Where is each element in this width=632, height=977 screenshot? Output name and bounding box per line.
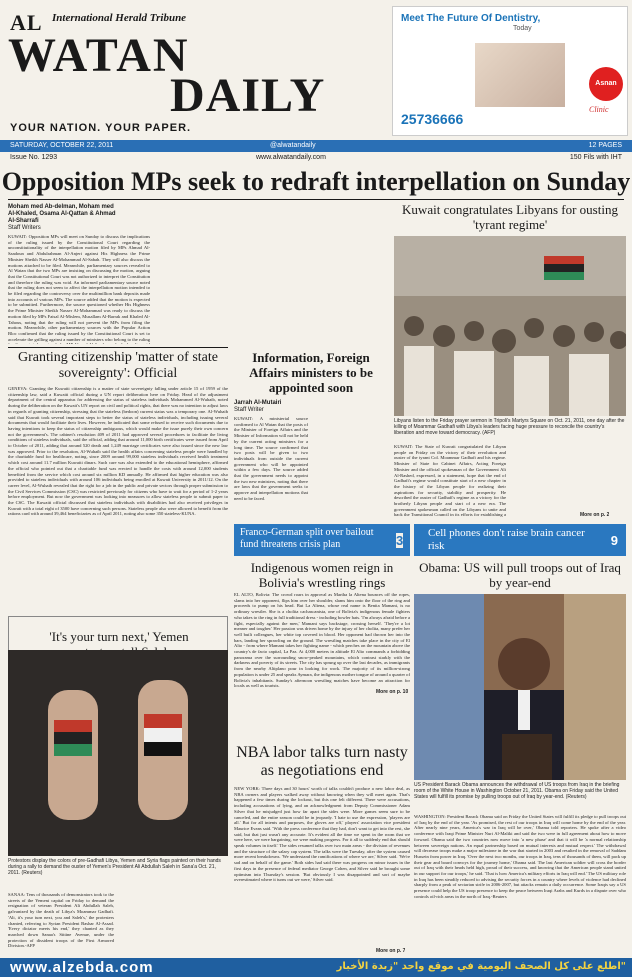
lead-body-col-2	[156, 204, 272, 344]
masthead-iht: International Herald Tribune	[52, 12, 187, 24]
libya-body-col-2	[512, 444, 626, 510]
website-link[interactable]: www.alwatandaily.com	[256, 154, 326, 161]
cell-teaser[interactable]	[414, 524, 626, 556]
footer-banner[interactable]	[0, 958, 632, 977]
issue-number: Issue No. 1293	[10, 154, 58, 161]
lead-body-col-1: KUWAIT: Opposition MPs will meet on Sunday to discuss the implications of the ruling issued by the Constitutional Court regarding the unconstitutionality of the interpellation motion filed by MPs Ahmad Al-Saadoun and Abdulrahman Al-Anjeri against His Highness the Prime Minister Sheikh Nasser Al-Mohammad Al-Sabah. They will also discuss the motions attached to be filed. Meanwhile, parliamentary sources revealed to Al Watan that the two MPs are insisting on discussing the motion, arguing that the Constitutional Court was not authorized to interpret the Constitution and therefore the ruling was void. An informed parliamentary source noted that the ruling does not seem to affect the interpellation motion intended to be filed regarding the controversy over the multimillion bank deposits made into accounts of various MPs. The source added that the motion is expected to be submitted. Furthermore, the source questioned whether His Highness the Prime Minister Sheikh Nasser Al-Mohammad was ready to discuss the motion filed by MPs Faisal Al-Mislem, Musallam Al-Barrak and Khaled Al-Tahous, noting that the ruling will not prevent the MPs from filing the motion. Meanwhile, other parliamentary sources with the Popular Action Bloc confirmed that the ruling issued by the Constitutional Court is set to accelerate the grilling against a number of ministers who belong to the ruling	[8, 234, 150, 342]
issue-bar	[0, 153, 632, 163]
main-headline: Opposition MPs seek to redraft interpellation on Sunday	[1, 167, 631, 196]
lead-body-col-3	[278, 204, 388, 344]
franco-teaser[interactable]	[234, 524, 410, 556]
yemen-headline: 'It's your turn next,' Yemen	[49, 629, 189, 644]
byline-line-2: Al-Khaled, Osama Al-Qattan & Ahmad	[8, 211, 116, 217]
obama-body: WASHINGTON: President Barack Obama said on Friday the United States will fulfill its pledge to pull troops out of Iraq by the end of the year. 'As promised, the rest of our troops in Iraq will come home by the end of the year. After nearly nine years, America's war in Iraq will be over,' Obama told reporters. He spoke after a video conference with Iraqi Prime Minister Nuri Al-Maliki and said the two were in full agreement about how to move forward. Obama said the two countries now move into 'a new phase' and that it will be 'a normal relationship between sovereign nations. An equal partnership based on mutual interests and mutual respect.' The withdrawal will decrease troops make a major milestone in the war that started in 2003 and resulted in the removal of Saddam Hussein from power in Iraq. 'Over the next two months, our troops in Iraq, tens of thousands of them, will pack up their gear and board convoys for the journey home,' Obama said. The last American soldier will cross the border out of Iraq with their heads held high, proud of their success, and knowing that the American people stand united in our support for our troops,' he said. 'That is how America's military efforts in Iraq will end.' The US military role in Iraq has been steadily reduced to advising the security forces in a country where levels of violence had declined sharply from a peak of sectarian strife in 2006-2007, but attacks remain a daily occurrence. Some Iraqis say a US presence could help the US troop presence to keep the peace between Iraqi Arabs and Kurds in a dispute over who controls oil-rich areas in the north of Iraq.-Reuters	[414, 814, 626, 899]
yemen-body-col-1: SANAA: Tens of thousands of demonstrators took to the streets of the Yemeni capital on Friday to demand the resignation of veteran President Ali Abdullah Saleh, galvanized by the death of Libya's Moammar Gadhafi. 'Ali, it's your turn next, you and Saleh's,' the protesters chanted, referring to Syrian President Bashar Al-Assad. 'Every dictator meets his end,' they chanted as they marched down Sanaa's Sittine Avenue, under the protection of dissident troops of the First Armored Division.-AFP	[8, 892, 114, 949]
twitter-handle: @alwatandaily	[270, 142, 316, 149]
franco-page-number: 3	[396, 533, 404, 548]
obama-photo	[414, 594, 626, 780]
ad-photo	[475, 43, 565, 107]
byline-line-1: Moham med Ab-delman, Moham med	[8, 204, 114, 210]
libya-photo	[394, 236, 626, 416]
masthead-daily: DAILY	[170, 69, 326, 122]
price: 150 Fils with IHT	[569, 154, 622, 161]
ministers-headline: Information, Foreign Affairs ministers to be appointed soon	[249, 350, 373, 395]
dental-ad[interactable]	[392, 6, 628, 136]
libya-crowd-image	[394, 236, 626, 416]
libya-story	[394, 202, 626, 232]
citizenship-body: GENEVA: Granting the Kuwaiti citizenship is a matter of state sovereignty falling under article 15 of 1959 of the citizenship law, said a Kuwaiti official during a UN report deliberation here on Friday. Head of the adjustment department of the central apparatus for addressing the status of stateless individuals Mohammed Al-Wuhaib, noted during the deliberation on the Kuwait's UN report on civil and political rights, that there was no intention to adjust laws in regards of granting citizenship, stressing that the stateless (bedoon) current status was a temporary one. Al-Wuhaib said that Kuwait took several important steps to better the status of stateless individuals, including issuing several documents that would facilitate their lives. However, he indicated that some refused to receive such documents due to having intentions to keep the status of citizenship ambiguous, which would make the issue purely their own concern not the government's. The cabinet's resolution 409 of 2011 had approved several procedures to facilitate the living conditions of stateless individuals, said the official, adding that around 11,000 birth certificates were issued from April to October of 2011, adding that around 520 death and 1,249 marriage certificates were also issued since the new law was approved. Prior to the resolution, Al-Wuhaib said the health affairs concerning stateless people were handled by the charitable fund for healthcare, noting, since 2009 around 99,000 stateless individuals received health treatment which cost around 11.7 million Kuwaiti dinars. Such care was also extended to the educational hemisphere, affirmed the official who pointed out that a charitable fund was erected to handle the costs with around 12,000 students benefited from the service which cost around six million KD annually. He affirmed that higher education was also provided to stateless individuals with around 106 individuals being enrolled at Kuwait University in 2011/12. On the career level, Al-Wuhaib revealed that the right for a job in the public and private sectors through proper submission to the Civil Services Commission (CSC) was restricted previously for citizens who have to wait for a period of 1-2 years before employment. But now the government was looking into measures to allow stateless people to submit paper to the CSC. The Kuwaiti official discussed that stateless individuals with disabilities had also received privileges in Kuwait with a total eight of 3500 have concerning such persons. Stateless people also were allowed to benefit from the rations card with around 39,464 beneficiaries as of April 2011, noting also some 350 stateless-KUNA.	[8, 386, 228, 517]
masthead-slogan: YOUR NATION. YOUR PAPER.	[10, 122, 192, 134]
byline-line-3: Al-Sharrafi	[8, 218, 39, 224]
ad-logo: Asnan	[589, 67, 623, 101]
masthead-watan: WATAN	[8, 29, 190, 82]
footer-arabic: اطلع على كل الصحف اليومية في موقع واحد "زبدة الأخبار"	[336, 961, 626, 972]
obama-caption: US President Barack Obama announces the withdrawal of US troops from Iraq in the briefing room of the White House in Washington October 21, 2011. Obama on Friday said the United States will fulfill its promise by pulling troops out of Iraq by year-end. (Reuters)	[414, 782, 620, 800]
bolivia-headline: Indigenous women reign in Bolivia's wrestling rings	[250, 560, 394, 590]
footer-url[interactable]: www.alzebda.com	[10, 959, 154, 976]
libya-body-col-1: KUWAIT: The State of Kuwait congratulated the Libyan people on Friday on the victory of their revolution and ouster of the tyrant Col. Moammar Gadhafi and his regime. Minister of State for Cabinet Affairs, Acting Foreign Minister and the official spokesman of the Government Ali Al-Rashed, expressed, in a statement, hope that the end of Gadhafi's regime would constitute start of a new chapter in the history of the Libyan people for realizing their aspirations for security, stability and prosperity. He described the ouster of Gadhafi's regime as a victory for the brotherly Libyan people and start of a new era. The government spokesman called on the Libyans to unite and back the Transitional Council in its efforts for establishing a	[394, 444, 506, 518]
date-bar	[0, 140, 632, 152]
ad-clinic: Clinic	[589, 105, 609, 114]
page-count: 12 PAGES	[588, 142, 622, 149]
yemen-photo	[8, 650, 228, 856]
masthead-al: AL	[10, 10, 43, 35]
ministers-body-col-1: KUWAIT: A ministerial source confirmed to Al Watan that the posts of the Minister of Foreign Affairs and the Minister of Information will not be held by the current acting ministers for a long time. The source confirmed that two posts will be given to two individuals from outside the current government who will be appointed within a few days. The source added that the government needs to appoint the two new ministers, noting that there are laws that the government seeks to approve and interpellation motions that need to be faced.	[234, 416, 308, 501]
ad-phone: 25736666	[401, 111, 464, 127]
byline-line-4: Staff Writers	[8, 225, 41, 231]
bolivia-more-link[interactable]: More on p. 10	[376, 689, 409, 695]
ad-subtitle: Today	[513, 25, 532, 32]
yemen-body-col-2	[120, 892, 228, 956]
libya-caption: Libyans listen to the Friday prayer sermon in Tripoli's Martyrs Square on Oct. 21, 2011, one day after the killing of Moammar Gadhafi with Libya's leaders facing huge pressure to reconcile the country's liberation and move toward democracy. (AFP)	[394, 418, 625, 436]
nba-more-link[interactable]: More on p. 7	[376, 948, 406, 954]
nba-headline: NBA labor talks turn nasty as negotiations end	[236, 744, 408, 779]
yemen-hands-image	[8, 650, 228, 856]
headline-rule	[8, 199, 624, 200]
lead-byline	[8, 204, 150, 232]
obama-headline: Obama: US will pull troops out of Iraq by year-end	[419, 560, 621, 590]
bolivia-body: EL ALTO, Bolivia: The crowd roars in approval as Martha la Altena bounces off the ropes, slams into her opponent, flips him over her shoulder, slams him onto the floor of the ring and proceeds to pump on his head. But La Altena, whose real name is Benita Mamani, is no ordinary wrestler. She is a cholita cachascanista, one of Bolivia's indigenous female fighters who takes to the ring in full traditional dress - including bowler hats. 'I'm always afraid before a fight, especially against the men,' Mamani says backstage, crossing herself. 'They're a lot meaner and tougher.' Her passion was driven home by the injury of her cholita, many prefer her well built colleagues, her white top covered in blood. Her opponent had thrown her into the bars, landing her sprawling on the ground. The wrestling matches take place in the city of El Alto - from where Mamani takes her fighting name - which perches on the mountain above the country's de facto capital, La Paz. At 4,000 meters in altitude El Alto commands a forbidding panorama over the surrounding snow-peaked mountains, which contrast starkly with the darkness and poverty of its streets. The city has sprung up over the last decades, as immigrants from the nearby Altiplano pour in looking for work. The majority of its million-strong population is under 25 and speaks Aymara, the indigenous mother tongue of around a quarter of Bolivia's inhabitants. Sunday's afternoon wrestling matches have become an attraction for locals as well as tourists.	[234, 592, 410, 688]
issue-date: SATURDAY, OCTOBER 22, 2011	[10, 142, 114, 149]
obama-podium-image	[414, 594, 626, 780]
cell-teaser-label: Cell phones don't raise brain cancer risk	[428, 527, 585, 552]
nba-body: NEW YORK: Three days and 30 hours' worth of talks couldn't produce a new labor deal, as NBA owners and players walked away without knowing when they will meet again. That's happened a few times during the lockout, but this one felt different. There were accusations, including accusations of lying, and an acknowledgment from Deputy Commissioner Adam Silver that he misjudged just how far apart the sides were. More games seem sure to be canceled, and the entire season could be in jeopardy. 'I hate to use the expression, 'players are all.' But for all intents and purposes, the gloves are off,' players' association vice president Maurice Evans said. 'With the press conference that they had, don't want to get into the rest, she said, but that just wasn't any accurate. It's evident all the time we spent in the room that we were here, we were bargaining, we were making progress. For it all to suddenly end that should speak volumes in itself.' The sides resumed talks over two main areas - the division of revenues and the structure of the salary cap system. The talks were the Tuesday, after the system caused more recent breakdowns. 'We understand the ramifications of where we are,' Silver said. 'We're sad and on behalf of the game.' Both sides had said there was progress on minor issues in the first days in the presence of federal mediator George Cohen, and Silver said he brought some optimism into Thursday's session. 'But obviously I was disappointed and sort of maybe overestimated where it turns out we were,' Silver said.	[234, 786, 410, 883]
cell-page-number: 9	[610, 533, 618, 548]
ministers-byline-sub: Staff Writer	[234, 407, 264, 413]
ministers-body-col-2	[314, 404, 388, 520]
ministers-byline: Jarrah Al-Mutairi	[234, 400, 282, 406]
yemen-caption: Protestors display the colors of pre-Gadhafi Libya, Yemen and Syria flags painted on their hands during a rally to demand the ouster of Yemen's President Ali Abdullah Saleh in Sana'a Oct. 21, 2011. (Reuters)	[8, 858, 221, 876]
franco-teaser-label: Franco-German split over bailout fund threatens crisis plan	[240, 527, 374, 550]
ad-title: Meet The Future Of Dentistry,	[401, 13, 541, 24]
libya-more-link[interactable]: More on p. 2	[580, 512, 610, 518]
citizenship-rule	[8, 347, 228, 348]
citizenship-headline: Granting citizenship 'matter of state sovereignty': Official	[17, 350, 218, 381]
libya-headline: Kuwait congratulates Libyans for ousting 'tyrant regime'	[402, 202, 618, 232]
